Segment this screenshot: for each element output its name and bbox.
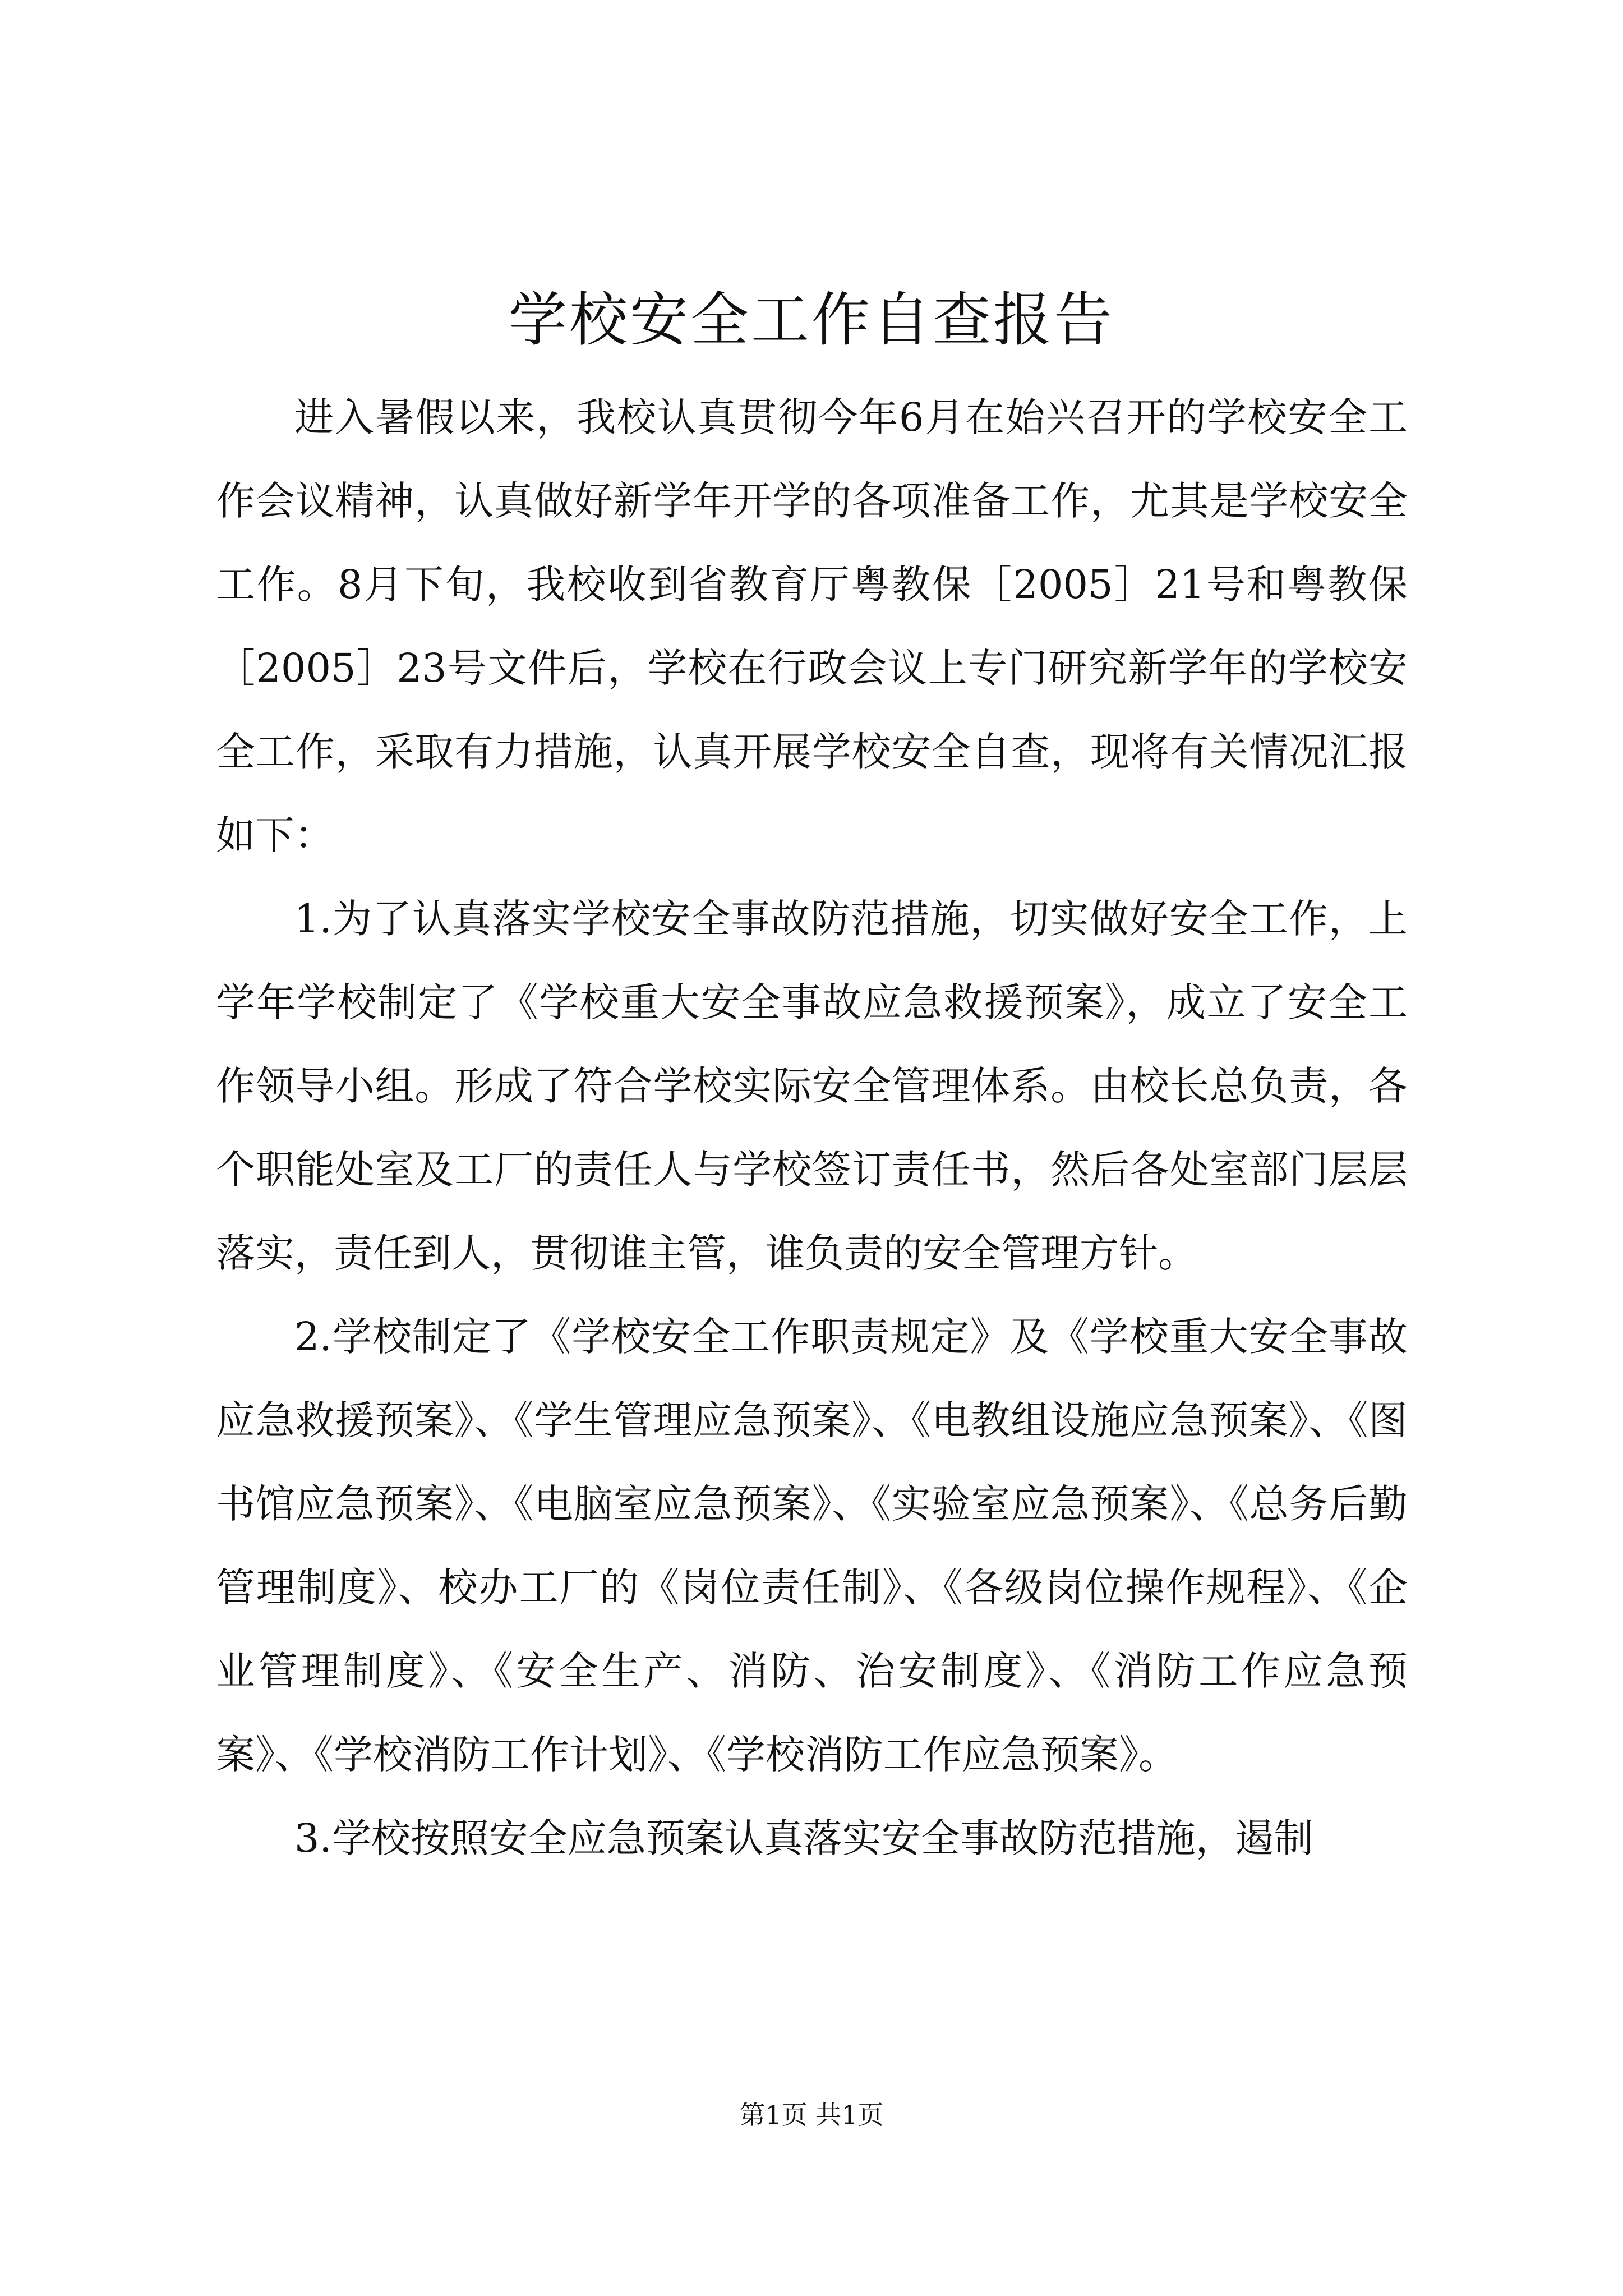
- paragraph-item-1: 1.为了认真落实学校安全事故防范措施，切实做好安全工作，上学年学校制定了《学校重大安全事故应急救援预案》，成立了安全工作领导小组。形成了符合学校实际安全管理体系。由校长总负责，各个职能处室及工厂的责任人与学校签订责任书，然后各处室部门层层落实，责任到人，贯彻谁主管，谁负责的安全管理方针。: [216, 896, 1408, 1276]
- paragraph-item-2: 2.学校制定了《学校安全工作职责规定》及《学校重大安全事故应急救援预案》、《学生管理应急预案》、《电教组设施应急预案》、《图书馆应急预案》、《电脑室应急预案》、《实验室应急预案》、《总务后勤管理制度》、校办工厂的《岗位责任制》、《各级岗位操作规程》、《企业管理制度》、《安全生产、消防、治安制度》、《消防工作应急预案》、《学校消防工作计划》、《学校消防工作应急预案》。: [216, 1314, 1408, 1778]
- paragraph-item-3: 3.学校按照安全应急预案认真落实安全事故防范措施，遏制: [294, 1815, 1313, 1861]
- document-title: 学校安全工作自查报告: [508, 286, 1114, 354]
- page-footer: 第1页 共1页: [739, 2100, 884, 2130]
- paragraph-intro: 进入暑假以来，我校认真贯彻今年6月在始兴召开的学校安全工作会议精神，认真做好新学年开学的各项准备工作，尤其是学校安全工作。8月下旬，我校收到省教育厅粤教保［2005］21号和粤教保［2005］23号文件后，学校在行政会议上专门研究新学年的学校安全工作，采取有力措施，认真开展学校安全自查，现将有关情况汇报如下：: [216, 394, 1408, 858]
- document-body: [216, 376, 1408, 1880]
